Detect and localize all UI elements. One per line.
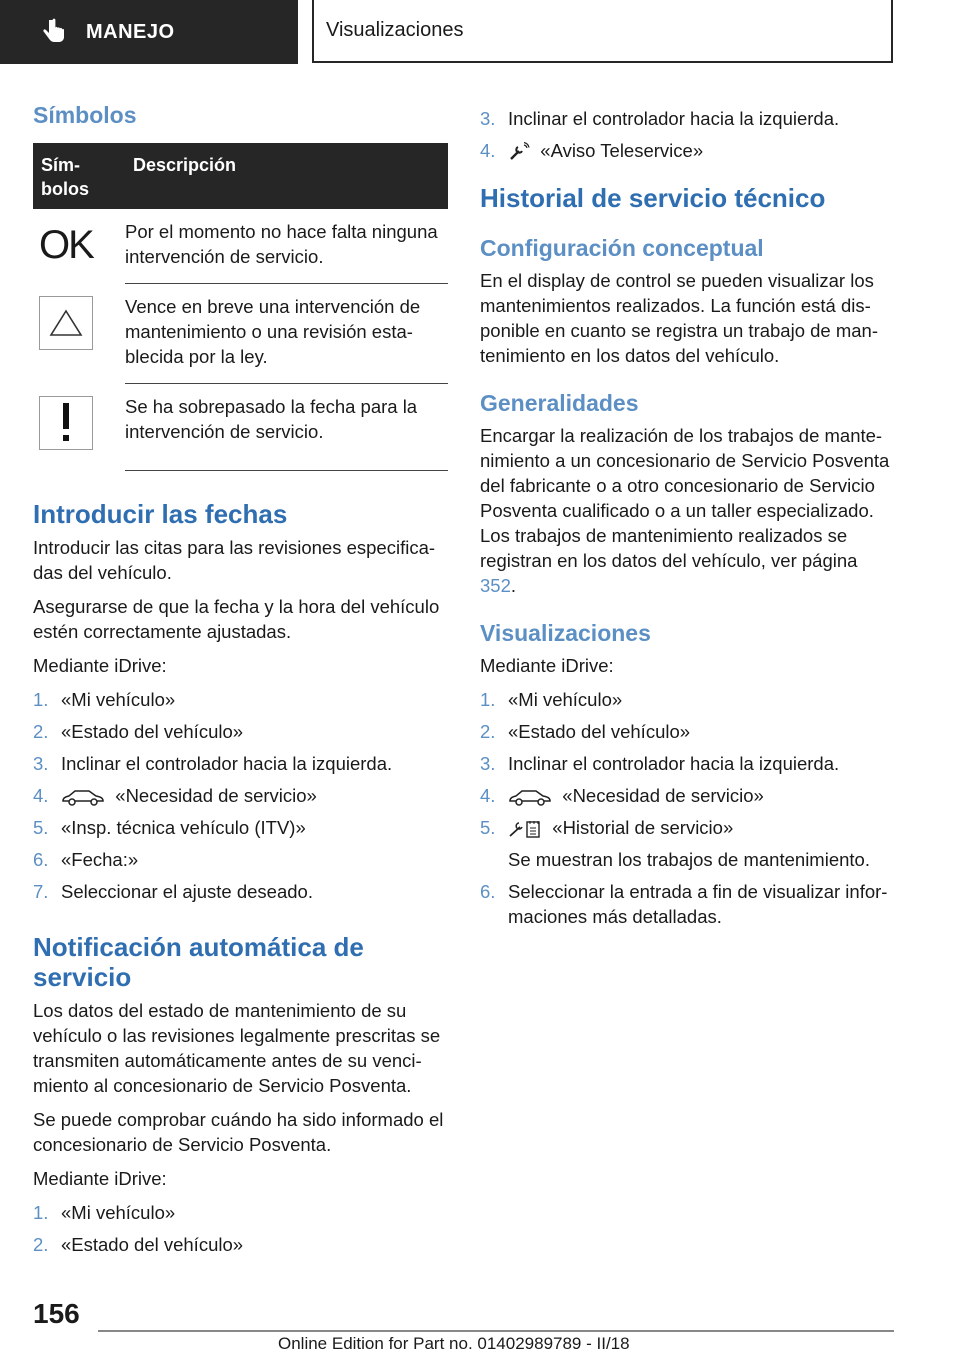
list-item: 5. «Historial de servicio» Se muestran los trabajos de mantenimiento. — [480, 815, 894, 872]
list-item: 3. Inclinar el controlador hacia la izquierda. — [480, 753, 840, 774]
list-item: 5. «Insp. técnica vehículo (ITV)» — [33, 817, 306, 838]
list-item: 2. «Estado del vehículo» — [33, 1234, 244, 1255]
hand-pointer-icon — [38, 17, 68, 47]
simbolos-heading: Símbolos — [33, 102, 137, 128]
section-label: MANEJO — [86, 20, 175, 43]
table-row — [33, 209, 448, 284]
table-row — [33, 284, 448, 384]
chapter-label: Visualizaciones — [326, 19, 464, 41]
row-desc: Vence en breve una intervención de mantenimiento o una revisión establecida por la ley. — [125, 284, 448, 384]
row-desc: Se ha sobrepasado la fecha para la intervención de servicio. — [125, 384, 448, 471]
list-item: 2. «Estado del vehículo» — [480, 721, 691, 742]
general-paragraph: Encargar la realización de los trabajos de mantenimiento a un concesionario de Servicio Posventa del fabricante o a otro concesionario de Servicio Posventa cualificado o a un taller especializado. Los trabajos de mantenimiento realizados se registran en los datos del vehículo, ver página 352. — [480, 425, 890, 596]
vis-steps — [480, 687, 894, 929]
vis-heading: Visualizaciones — [480, 620, 651, 646]
col-desc-header: Descripción — [125, 143, 448, 209]
section-tab — [0, 0, 298, 64]
list-item: 4. «Aviso Teleservice» — [480, 140, 704, 161]
list-item: 1. «Mi vehículo» — [480, 689, 623, 710]
concept-paragraph: En el display de control se pueden visualizar los mantenimientos realizados. La función está disponible en cuanto se registra un trabajo de mantenimiento en los datos del vehículo. — [480, 270, 879, 366]
exclamation-icon — [39, 396, 93, 450]
historial-heading: Historial de servicio técnico — [480, 183, 826, 213]
list-item: 1. «Mi vehículo» — [33, 689, 176, 710]
list-item: 6. «Fecha:» — [33, 849, 139, 870]
right-column — [480, 96, 894, 937]
list-item: 4. «Necesidad de servicio» — [480, 785, 764, 806]
fechas-p2: Asegurarse de que la fecha y la hora del vehículo estén correctamente ajustadas. — [33, 596, 440, 642]
general-heading: Generalidades — [480, 390, 639, 416]
notificacion-p3: Mediante iDrive: — [33, 1168, 167, 1189]
list-item: 2. «Estado del vehículo» — [33, 721, 244, 742]
fechas-p3: Mediante iDrive: — [33, 655, 167, 676]
ok-icon: OK — [39, 223, 93, 267]
table-row — [33, 384, 448, 471]
warning-triangle-icon — [39, 296, 93, 350]
service-history-icon — [508, 819, 542, 839]
page-number: 156 — [33, 1298, 80, 1329]
notificacion-heading: Notificación automática de servicio — [33, 932, 364, 992]
notificacion-steps — [33, 1200, 448, 1257]
fechas-heading: Introducir las fechas — [33, 499, 288, 529]
vis-paragraph: Mediante iDrive: — [480, 655, 614, 676]
page-link[interactable]: 352 — [480, 575, 511, 596]
list-item: 1. «Mi vehículo» — [33, 1202, 176, 1223]
list-item: 3. Inclinar el controlador hacia la izquierda. — [480, 108, 840, 129]
car-icon — [61, 788, 105, 806]
wrench-signal-icon — [508, 142, 530, 162]
col-symbol-header: Sím- bolos — [33, 143, 125, 209]
step5-note: Se muestran los trabajos de mantenimiento. — [508, 849, 870, 870]
fechas-p1: Introducir las citas para las revisiones especificadas del vehículo. — [33, 537, 436, 583]
car-icon — [508, 788, 552, 806]
chapter-tab — [312, 0, 893, 63]
concept-heading: Configuración conceptual — [480, 235, 764, 261]
edition-footer: Online Edition for Part no. 01402989789 - II/18 — [278, 1334, 630, 1353]
left-column — [33, 96, 448, 1265]
list-item: 4. «Necesidad de servicio» — [33, 785, 317, 806]
symbols-table — [33, 143, 448, 471]
fechas-steps — [33, 687, 448, 904]
cont-steps — [480, 106, 894, 163]
list-item: 6. Seleccionar la entrada a fin de visualizar informaciones más detalladas. — [480, 881, 888, 927]
list-item: 3. Inclinar el controlador hacia la izquierda. — [33, 753, 393, 774]
notificacion-p2: Se puede comprobar cuándo ha sido informado el concesionario de Servicio Posventa. — [33, 1109, 444, 1155]
footer-rule — [98, 1330, 894, 1332]
table-header — [33, 143, 448, 209]
notificacion-p1: Los datos del estado de mantenimiento de su vehículo o las revisiones legalmente prescritas se transmiten automáticamente antes de su vencimiento al concesionario de Servicio Posventa. — [33, 1000, 441, 1096]
row-desc: Por el momento no hace falta ninguna intervención de servicio. — [125, 209, 448, 284]
list-item: 7. Seleccionar el ajuste deseado. — [33, 881, 313, 902]
